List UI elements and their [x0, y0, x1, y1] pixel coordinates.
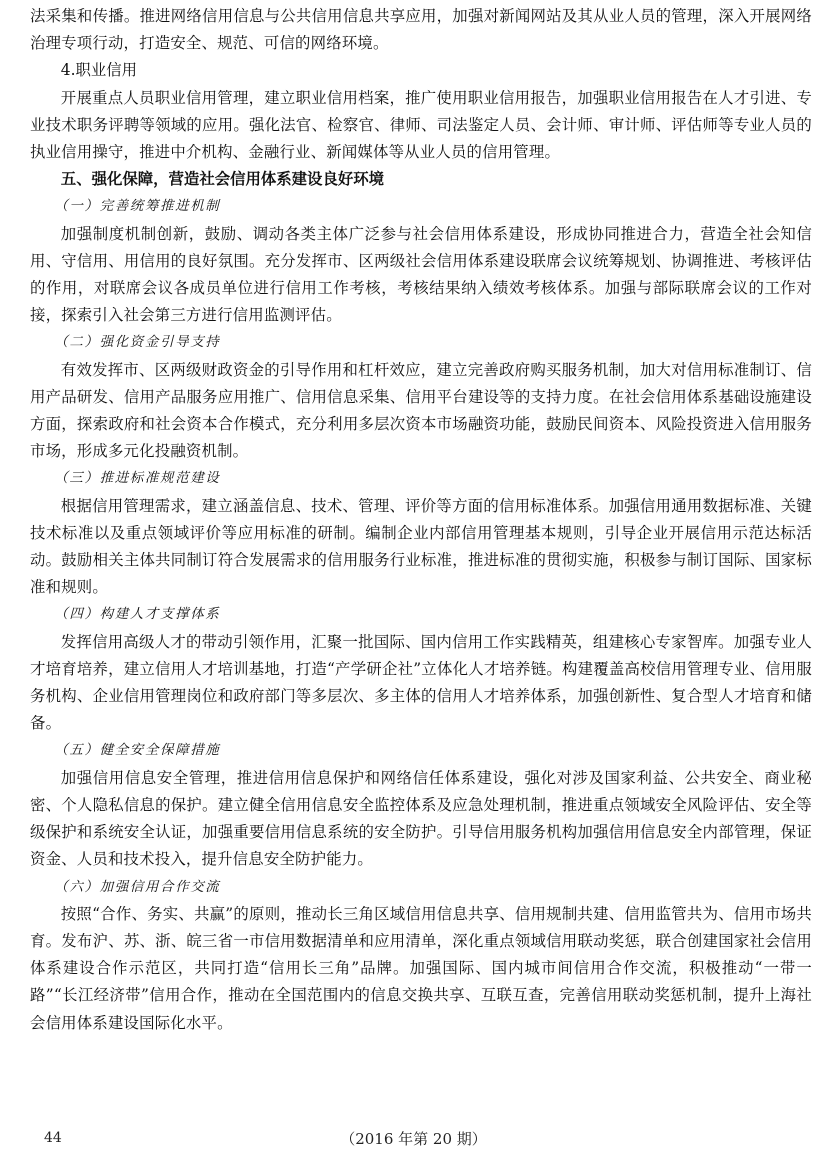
paragraph: 加强信用信息安全管理，推进信用信息保护和网络信任体系建设，强化对涉及国家利益、公共安全、商业秘密、个人隐私信息的保护。建立健全信用信息安全监控体系及应急处理机制，推进重点领域安全风险评估、安全等级保护和系统安全认证，加强重要信用信息系统的安全防护。引导信用服务机构加强信用信息安全内部管理，保证资金、人员和技术投入，提升信息安全防护能力。	[30, 768, 812, 869]
subsection-heading: 4.职业信用	[60, 61, 138, 80]
paragraph: 法采集和传播。推进网络信用信息与公共信用信息共享应用，加强对新闻网站及其从业人员的管理，深入开展网络治理专项行动，打造安全、规范、可信的网络环境。	[30, 7, 812, 53]
subsection-heading: （一）完善统筹推进机制	[54, 198, 221, 215]
paragraph: 开展重点人员职业信用管理，建立职业信用档案，推广使用职业信用报告，加强职业信用报告在人才引进、专业技术职务评聘等领域的应用。强化法官、检察官、律师、司法鉴定人员、会计师、审计师、评估师等专业人员的执业信用操守，推进中介机构、金融行业、新闻媒体等从业人员的信用管理。	[30, 88, 812, 162]
subsection-heading: （二）强化资金引导支持	[54, 334, 221, 351]
subsection-heading: （六）加强信用合作交流	[54, 878, 221, 895]
document-body	[30, 3, 812, 1037]
page-number: 44	[44, 1130, 62, 1146]
subsection-heading: （四）构建人才支撑体系	[54, 606, 221, 623]
section-heading: 五、强化保障，营造社会信用体系建设良好环境	[60, 170, 385, 189]
paragraph: 发挥信用高级人才的带动引领作用，汇聚一批国际、国内信用工作实践精英，组建核心专家智库。加强专业人才培育培养，建立信用人才培训基地，打造“产学研企社”立体化人才培养链。构建覆盖高校信用管理专业、信用服务机构、企业信用管理岗位和政府部门等多层次、多主体的信用人才培养体系，加强创新性、复合型人才培育和储备。	[30, 632, 812, 733]
issue-label: （2016 年第 20 期）	[340, 1130, 487, 1148]
paragraph: 根据信用管理需求，建立涵盖信息、技术、管理、评价等方面的信用标准体系。加强信用通用数据标准、关键技术标准以及重点领域评价等应用标准的研制。编制企业内部信用管理基本规则，引导企业开展信用示范达标活动。鼓励相关主体共同制订符合发展需求的信用服务行业标准，推进标准的贯彻实施，积极参与制订国际、国家标准和规则。	[30, 496, 812, 597]
paragraph: 加强制度机制创新，鼓励、调动各类主体广泛参与社会信用体系建设，形成协同推进合力，营造全社会知信用、守信用、用信用的良好氛围。充分发挥市、区两级社会信用体系建设联席会议统筹规划、协调推进、考核评估的作用，对联席会议各成员单位进行信用工作考核，考核结果纳入绩效考核体系。加强与部际联席会议的工作对接，探索引入社会第三方进行信用监测评估。	[30, 224, 812, 325]
subsection-heading: （五）健全安全保障措施	[54, 742, 221, 759]
paragraph: 有效发挥市、区两级财政资金的引导作用和杠杆效应，建立完善政府购买服务机制，加大对信用标准制订、信用产品研发、信用产品服务应用推广、信用信息采集、信用平台建设等的支持力度。在社会信用体系基础设施建设方面，探索政府和社会资本合作模式，充分利用多层次资本市场融资功能，鼓励民间资本、风险投资进入信用服务市场，形成多元化投融资机制。	[30, 360, 812, 461]
paragraph: 按照“合作、务实、共赢”的原则，推动长三角区域信用信息共享、信用规制共建、信用监管共为、信用市场共育。发布沪、苏、浙、皖三省一市信用数据清单和应用清单，深化重点领域信用联动奖惩，联合创建国家社会信用体系建设合作示范区，共同打造“信用长三角”品牌。加强国际、国内城市间信用合作交流，积极推动“一带一路”“长江经济带”信用合作，推动在全国范围内的信息交换共享、互联互查，完善信用联动奖惩机制，提升上海社会信用体系建设国际化水平。	[30, 904, 812, 1032]
subsection-heading: （三）推进标准规范建设	[54, 470, 221, 487]
